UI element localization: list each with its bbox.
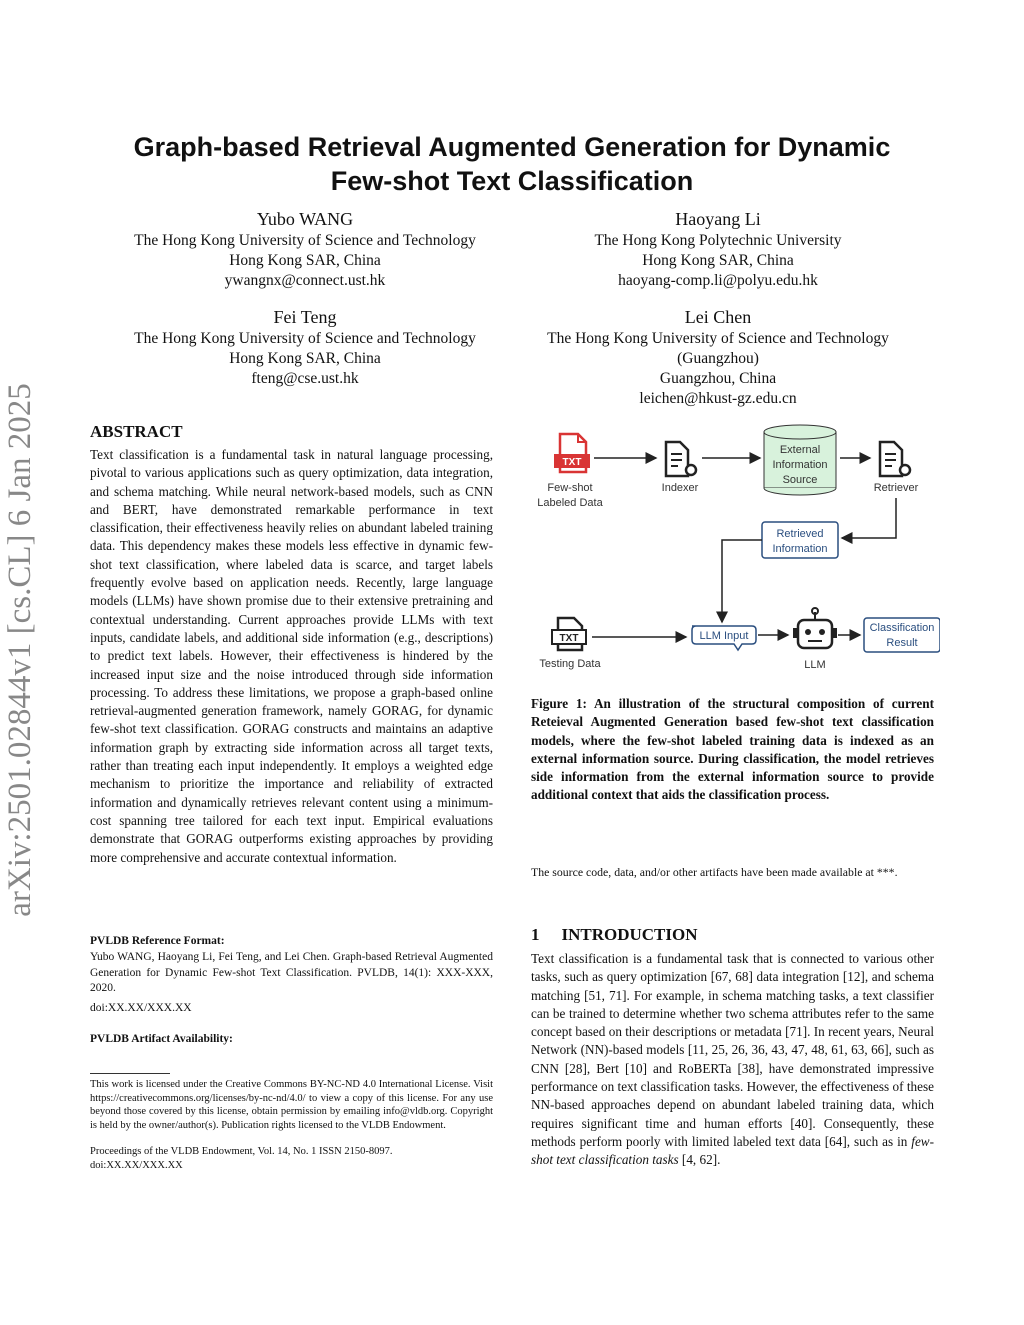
intro-text-italic: few-shot text classification tasks [531,1133,934,1168]
author-email[interactable]: fteng@cse.ust.hk [251,370,359,387]
txt-label: TXT [562,457,582,468]
author-block-2 [508,208,928,291]
classification-label: Classification [869,622,935,634]
intro-text-main: Text classification is a fundamental task that is connected to various other tasks, such as query optimization [67, 68] data integration [12], and schema matching [51, 71]. For example, in schema matching tasks, a text classifier can be trained to determine whether two schema attributes refer to the same concept based on their descriptions or metadata [71]. In recent years, Neural Network (NN)-based models [11, 25, 26, 36, 43, 47, 48, 61, 63, 66], such as CNN [28], Bert [10] and RoBERTa [38], have demonstrated impressive performance on text classification tasks. However, the effectiveness of these NN-based approaches depend on abundant labeled training data, which requires significant time and human efforts [40]. Consequently, these methods perform poorly with limited labeled text data [64], such as in [531,951,934,1149]
external-label: External [779,444,821,456]
source-label: Source [782,474,818,486]
indexer-label: Indexer [661,482,699,494]
introduction-heading [531,925,698,945]
author-affiliation: The Hong Kong University of Science and Technology [134,232,476,249]
indexer-icon [666,442,696,476]
testing-data-icon [552,618,586,650]
footnote-doi: doi:XX.XX/XXX.XX [90,1160,183,1171]
author-block-4 [508,306,928,409]
retriever-label: Retriever [873,482,919,494]
author-email[interactable]: haoyang-comp.li@polyu.edu.hk [618,272,818,289]
title-line-2: Few-shot Text Classification [330,166,694,196]
author-affiliation: The Hong Kong University of Science and Technology [134,330,476,347]
author-name: Haoyang Li [675,209,761,229]
author-affiliation: (Guangzhou) [677,350,759,367]
information-label: Information [772,459,828,471]
author-block-1 [95,208,515,291]
information-label: Information [772,543,828,555]
title-line-1: Graph-based Retrieval Augmented Generation for Dynamic [133,132,891,162]
figure-1-diagram [530,418,940,680]
author-affiliation: Hong Kong SAR, China [642,252,794,269]
introduction-text [531,950,934,1170]
footnote-license: This work is licensed under the Creative Commons BY-NC-ND 4.0 International License. Visit https://creativecommons.org/licenses/by-nc-nd/4.0/ to view a copy of this license. For any use beyond those covered by this license, obtain permission by emailing info@vldb.org. Copyright is held by the owner/author(s). Publication rights licensed to the VLDB Endowment. [90,1079,493,1131]
author-name: Fei Teng [273,307,337,327]
artifact-note: The source code, data, and/or other artifacts have been made available at ***. [531,865,898,879]
abstract-heading: ABSTRACT [90,422,183,441]
txt-label: TXT [559,633,579,644]
llm-label: LLM [804,659,826,671]
author-affiliation: Hong Kong SAR, China [229,350,381,367]
retriever-icon [880,442,910,476]
author-affiliation: Guangzhou, China [659,370,777,387]
figure-1-caption: Figure 1: An illustration of the structural composition of current Reteieval Augmented Generation based few-shot text classification models, where the few-shot labeled training data is indexed as an external information source. During classification, the model retrieves side information from the external information source to provide additional context that aids the classification process. [531,696,934,803]
result-label: Result [886,637,918,649]
abstract-text: Text classification is a fundamental task in natural language processing, pivotal to various applications such as query optimization, data integration, and schema matching. While neural network-based models, such as CNN and BERT, have demonstrated remarkable performance in text classification, their effectiveness heavily relies on abundant labeled training data. This dependency makes these models less effective in dynamic few-shot text classification, where labeled data is scarce, and target labels frequently evolve based on application needs. Recently, large language models (LLMs) have shown promise due to their extensive pretraining and contextual understanding. Current approaches provide LLMs with text inputs, candidate labels, and additional side information (e.g., descriptions) to predict text labels. However, their effectiveness is hindered by the increased input size and the noise introduced through side information processing. To address these limitations, we propose a graph-based online retrieval-augmented generation framework, namely GORAG, for dynamic few-shot text classification. GORAG constructs and maintains an adaptive information graph by extracting side information across all target texts, rather than treating each input independently. It employs a weighted edge mechanism to prioritize the importance and reliability of extracted information and dynamically retrieves relevant content using a minimum-cost spanning tree tailored for each text input. Empirical evaluations demonstrate that GORAG outperforms existing approaches by providing more comprehensive and accurate contextual information. [90,447,493,865]
author-affiliation: Hong Kong SAR, China [229,252,381,269]
author-block-3 [95,306,515,389]
pvldb-artifact-heading: PVLDB Artifact Availability: [90,1033,233,1045]
author-email[interactable]: ywangnx@connect.ust.hk [224,272,386,289]
testing-data-label: Testing Data [539,658,601,670]
footnote-proceedings: Proceedings of the VLDB Endowment, Vol. 14, No. 1 ISSN 2150-8097. [90,1146,393,1157]
arxiv-stamp: arXiv:2501.02844v1 [cs.CL] 6 Jan 2025 [2,383,38,917]
few-shot-label: Few-shot [547,482,593,494]
author-affiliation: The Hong Kong University of Science and Technology [547,330,889,347]
classification-result-box [864,618,940,652]
section-title: INTRODUCTION [561,925,698,944]
labeled-data-label: Labeled Data [537,497,603,509]
robot-icon [793,608,837,648]
author-name: Lei Chen [684,307,752,327]
arrow [722,540,762,622]
arrow [842,498,896,538]
author-email[interactable]: leichen@hkust-gz.edu.cn [639,390,797,407]
llm-input-bubble [692,626,756,650]
llm-input-label: LLM Input [699,630,749,642]
paper-title [90,130,934,198]
author-name: Yubo WANG [256,209,354,229]
footnote-rule [90,1073,170,1074]
intro-text-end: [4, 62]. [678,1152,721,1168]
author-affiliation: The Hong Kong Polytechnic University [594,232,842,249]
external-source-database [764,425,836,495]
pvldb-reference-heading: PVLDB Reference Format: [90,935,225,947]
pvldb-reference-text: Yubo WANG, Haoyang Li, Fei Teng, and Lei Chen. Graph-based Retrieval Augmented Generation for Dynamic Few-shot Text Classification. PVLDB, 14(1): XXX-XXX, 2020. [90,951,493,994]
few-shot-data-icon [554,434,590,472]
section-number: 1 [531,925,540,944]
pvldb-doi: doi:XX.XX/XXX.XX [90,1002,192,1014]
retrieved-label: Retrieved [776,528,824,540]
retrieved-info-box [762,522,838,558]
